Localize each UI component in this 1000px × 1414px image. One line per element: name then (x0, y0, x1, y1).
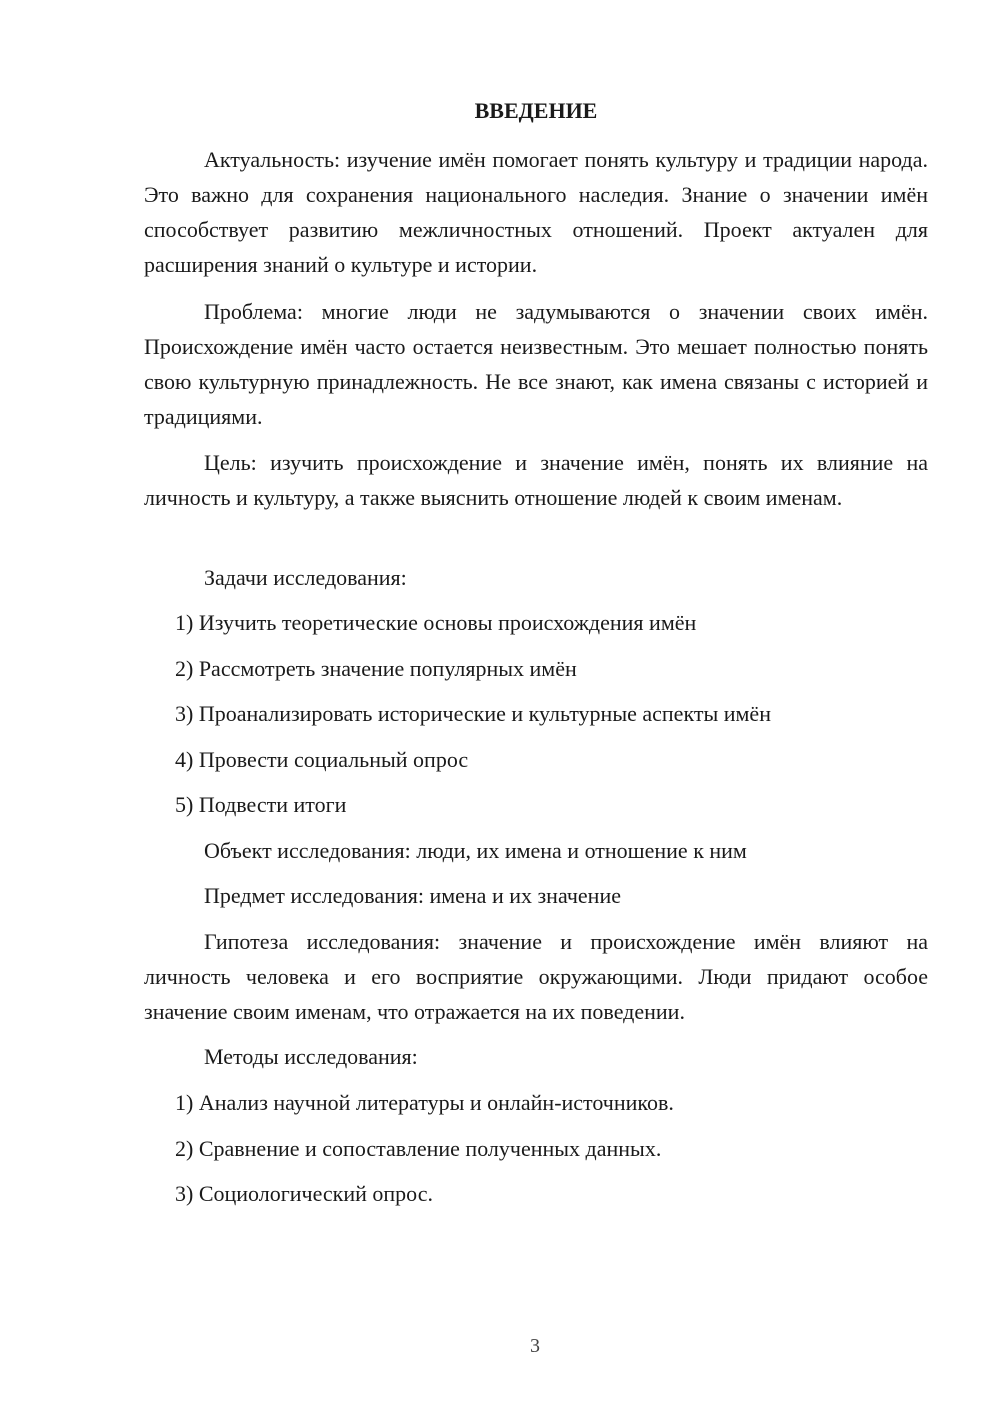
goal-paragraph: Цель: изучить происхождение и значение имён, понять их влияние на личность и культуру, а также выяснить отношение людей к своим именам. (144, 450, 928, 510)
problem-paragraph: Проблема: многие люди не задумываются о значении своих имён. Происхождение имён часто остается неизвестным. Это мешает полностью понять свою культурную принадлежность. Не все знают, как имена связаны с историей и традициями. (144, 299, 928, 429)
method-item: 3) Социологический опрос. (175, 1181, 433, 1206)
hypothesis-paragraph: Гипотеза исследования: значение и происхождение имён влияют на личность человека и его восприятие окружающими. Люди придают особое значение своим именам, что отражается на их поведении. (144, 929, 928, 1024)
tasks-title: Задачи исследования: (204, 565, 407, 590)
relevance-paragraph: Актуальность: изучение имён помогает понять культуру и традиции народа. Это важно для сохранения национального наследия. Знание о значении имён способствует развитию межличностных отношений. Проект актуален для расширения знаний о культуре и истории. (144, 147, 928, 277)
research-subject: Предмет исследования: имена и их значение (204, 883, 621, 908)
method-item: 1) Анализ научной литературы и онлайн-источников. (175, 1090, 674, 1115)
research-object: Объект исследования: люди, их имена и отношение к ним (204, 838, 747, 863)
task-item: 3) Проанализировать исторические и культурные аспекты имён (175, 701, 771, 726)
methods-title: Методы исследования: (204, 1044, 418, 1069)
method-item: 2) Сравнение и сопоставление полученных данных. (175, 1136, 662, 1161)
task-item: 1) Изучить теоретические основы происхождения имён (175, 610, 697, 635)
task-item: 4) Провести социальный опрос (175, 747, 469, 772)
section-heading: ВВЕДЕНИЕ (474, 98, 598, 123)
task-item: 2) Рассмотреть значение популярных имён (175, 656, 577, 681)
task-item: 5) Подвести итоги (175, 792, 347, 817)
page-number: 3 (530, 1335, 540, 1357)
